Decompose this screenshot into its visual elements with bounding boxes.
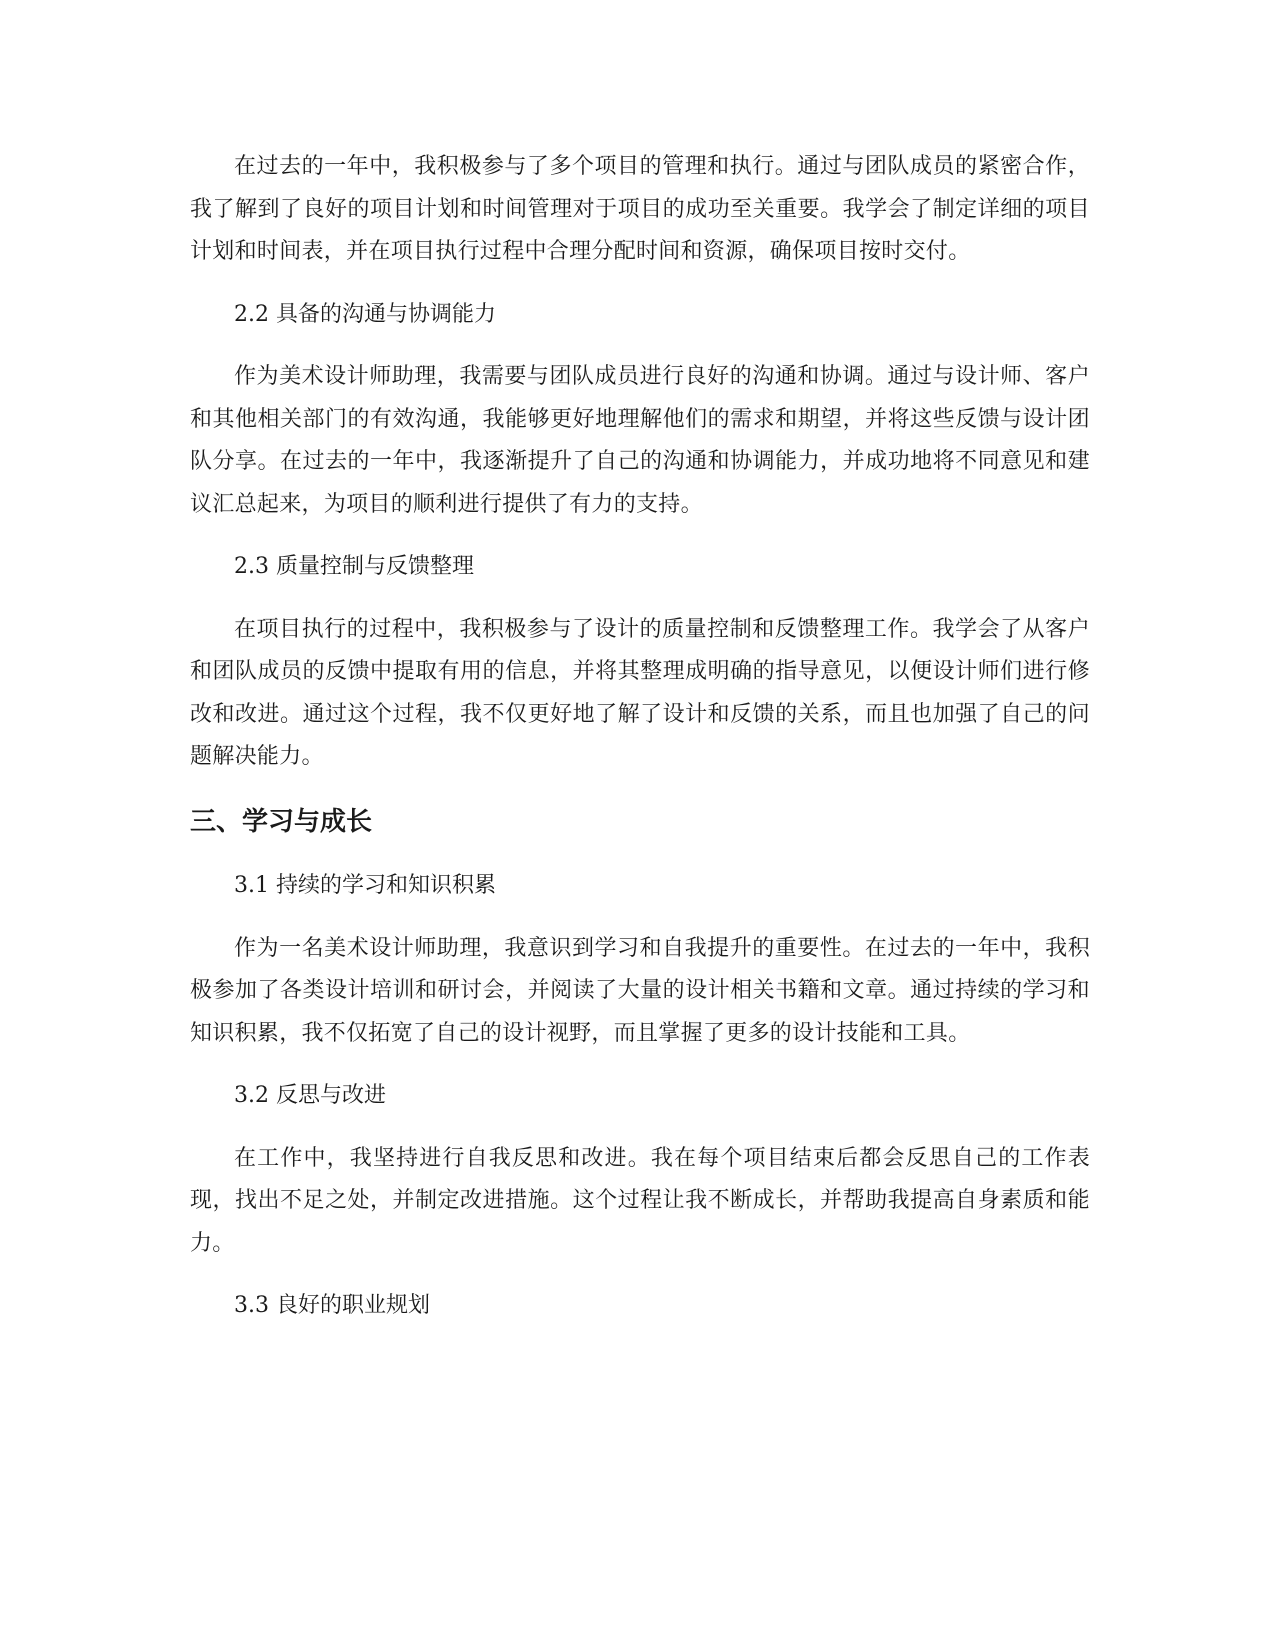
subheading-2-3: 2.3 质量控制与反馈整理 (234, 554, 474, 579)
subheading-3-2: 3.2 反思与改进 (234, 1083, 386, 1108)
paragraph-learning: 作为一名美术设计师助理，我意识到学习和自我提升的重要性。在过去的一年中，我积极参加了各类设计培训和研讨会，并阅读了大量的设计相关书籍和文章。通过持续的学习和知识积累，我不仅拓宽了自己的设计视野，而且掌握了更多的设计技能和工具。 (190, 935, 1090, 1046)
subheading-3-3: 3.3 良好的职业规划 (234, 1293, 430, 1318)
section-title-3: 三、学习与成长 (190, 806, 373, 837)
paragraph-reflection: 在工作中，我坚持进行自我反思和改进。我在每个项目结束后都会反思自己的工作表现，找出不足之处，并制定改进措施。这个过程让我不断成长，并帮助我提高自身素质和能力。 (190, 1145, 1090, 1256)
document-body (190, 146, 1090, 1328)
paragraph-project-management: 在过去的一年中，我积极参与了多个项目的管理和执行。通过与团队成员的紧密合作，我了解到了良好的项目计划和时间管理对于项目的成功至关重要。我学会了制定详细的项目计划和时间表，并在项目执行过程中合理分配时间和资源，确保项目按时交付。 (190, 154, 1090, 264)
subheading-3-1: 3.1 持续的学习和知识积累 (234, 873, 496, 898)
paragraph-quality-control: 在项目执行的过程中，我积极参与了设计的质量控制和反馈整理工作。我学会了从客户和团队成员的反馈中提取有用的信息，并将其整理成明确的指导意见，以便设计师们进行修改和改进。通过这个过程，我不仅更好地了解了设计和反馈的关系，而且也加强了自己的问题解决能力。 (190, 616, 1090, 769)
subheading-2-2: 2.2 具备的沟通与协调能力 (234, 301, 496, 327)
paragraph-communication: 作为美术设计师助理，我需要与团队成员进行良好的沟通和协调。通过与设计师、客户和其他相关部门的有效沟通，我能够更好地理解他们的需求和期望，并将这些反馈与设计团队分享。在过去的一年中，我逐渐提升了自己的沟通和协调能力，并成功地将不同意见和建议汇总起来，为项目的顺利进行提供了有力的支持。 (190, 364, 1090, 517)
